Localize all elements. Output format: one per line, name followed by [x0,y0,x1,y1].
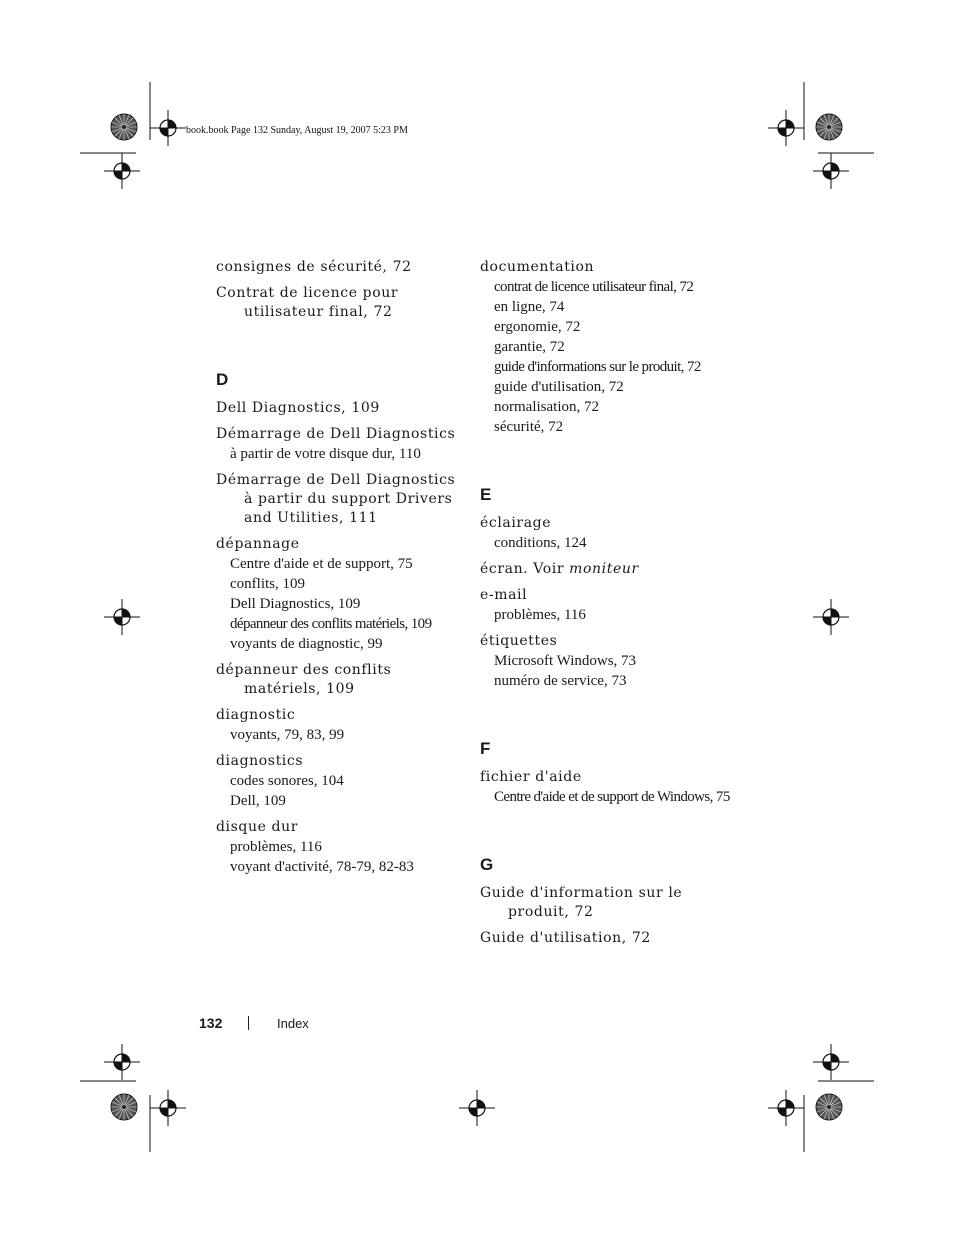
index-subentry: Dell Diagnostics, 109 [230,596,361,612]
index-subentry: voyant d'activité, 78-79, 82-83 [230,859,414,875]
index-term-text: écran. Voir [480,561,570,577]
index-subentry: Centre d'aide et de support de Windows, 75 [494,789,730,805]
footer-divider [248,1016,249,1030]
footer-section-label: Index [277,1016,309,1031]
index-subentry: à partir de votre disque dur, 110 [230,446,421,462]
index-term-text: Démarrage de Dell Diagnostics à partir du support Drivers and Utilities, 111 [216,472,456,526]
index-subentry: codes sonores, 104 [230,773,344,789]
index-entry [216,284,466,322]
see-reference: moniteur [569,561,639,577]
index-term-text: dépanneur des conflits matériels, 109 [216,662,392,697]
index-entry [480,884,730,922]
print-slug: book.book Page 132 Sunday, August 19, 2007 5:23 PM [186,125,408,136]
index-subentry: dépanneur des conflits matériels, 109 [230,616,432,632]
index-subentry: Microsoft Windows, 73 [494,653,637,669]
index-entry [216,399,466,418]
index-term [480,586,730,605]
index-subentry: voyants, 79, 83, 99 [230,727,345,743]
index-subentry: Centre d'aide et de support, 75 [230,556,413,572]
index-term [216,752,466,771]
index-column-right [480,258,730,955]
index-entry [216,471,466,528]
index-subentry: numéro de service, 73 [494,673,627,689]
index-subentry: garantie, 72 [494,339,565,355]
index-term [216,399,466,418]
index-term-text: étiquettes [480,633,558,649]
index-subentry: guide d'utilisation, 72 [494,379,624,395]
index-term-text: éclairage [480,515,552,531]
index-term-text: Guide d'information sur le produit, 72 [480,885,683,920]
index-term [480,560,730,579]
index-term-text: Contrat de licence pour utilisateur final, 72 [216,285,399,320]
index-entry [216,425,466,464]
index-entry [480,258,730,437]
index-term-text: e-mail [480,587,528,603]
index-term-text: diagnostic [216,707,296,723]
index-term-text: Guide d'utilisation, 72 [480,930,651,946]
index-term [216,535,466,554]
index-subentry: voyants de diagnostic, 99 [230,636,383,652]
index-subentry: conditions, 124 [494,535,587,551]
index-term [480,514,730,533]
index-entry [216,706,466,745]
index-entry [480,514,730,553]
index-entry [216,661,466,699]
index-subentry: contrat de licence utilisateur final, 72 [494,279,694,295]
index-entry [480,586,730,625]
index-term [216,661,466,699]
index-term-text: disque dur [216,819,299,835]
index-term-text: dépannage [216,536,300,552]
index-entry [216,818,466,877]
index-letter-heading: E [480,485,492,504]
index-term-text: consignes de sécurité, 72 [216,259,412,275]
index-entry [216,258,466,277]
index-term-text: diagnostics [216,753,304,769]
index-letter-heading: D [216,370,229,389]
index-term [480,768,730,787]
index-term-text: fichier d'aide [480,769,582,785]
index-column-left [216,258,466,884]
index-term [480,258,730,277]
index-subentry: conflits, 109 [230,576,305,592]
index-entry [480,768,730,807]
index-term [216,706,466,725]
index-term [480,632,730,651]
index-term [216,258,466,277]
index-subentry: problèmes, 116 [494,607,586,623]
index-subentry: normalisation, 72 [494,399,599,415]
index-letter-heading: F [480,739,491,758]
index-term-text: documentation [480,259,595,275]
index-entry [480,560,730,579]
index-subentry: guide d'informations sur le produit, 72 [494,359,701,375]
index-term [216,425,466,444]
index-subentry: Dell, 109 [230,793,286,809]
index-subentry: sécurité, 72 [494,419,564,435]
index-entry [216,752,466,811]
index-term-text: Dell Diagnostics, 109 [216,400,380,416]
index-term [480,884,730,922]
index-subentry: en ligne, 74 [494,299,565,315]
index-entry [216,535,466,654]
page-number: 132 [199,1015,223,1031]
index-term [216,471,466,528]
index-term-text: Démarrage de Dell Diagnostics [216,426,456,442]
index-letter-heading: G [480,855,494,874]
index-entry [480,929,730,948]
index-subentry: problèmes, 116 [230,839,322,855]
index-term [480,929,730,948]
index-subentry: ergonomie, 72 [494,319,581,335]
index-term [216,818,466,837]
index-entry [480,632,730,691]
index-term [216,284,466,322]
